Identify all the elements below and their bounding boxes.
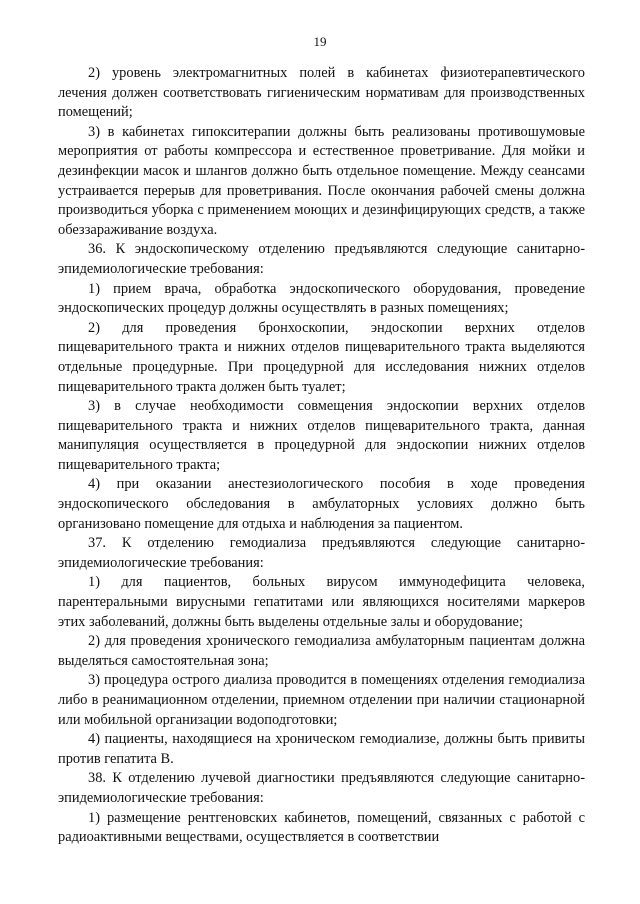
paragraph: 2) для проведения хронического гемодиализа амбулаторным пациентам должна выделяться самостоятельная зона; <box>58 633 585 669</box>
paragraph: 1) для пациентов, больных вирусом иммунодефицита человека, парентеральными вирусными гепатитами или являющихся носителями маркеров этих заболеваний, должны быть выделены отдельные залы и оборудование; <box>58 574 585 630</box>
paragraph: 4) пациенты, находящиеся на хроническом гемодиализе, должны быть привиты против гепатита В. <box>58 731 585 767</box>
document-body <box>58 64 585 848</box>
paragraph: 2) для проведения бронхоскопии, эндоскопии верхних отделов пищеварительного тракта и нижних отделов пищеварительного тракта выделяются отдельные процедурные. При процедурной для исследования нижних отделов пищеварительного тракта должен быть туалет; <box>58 319 585 395</box>
paragraph: 37. К отделению гемодиализа предъявляются следующие санитарно-эпидемиологические требования: <box>58 535 585 571</box>
page-number: 19 <box>313 34 327 49</box>
paragraph: 4) при оказании анестезиологического пособия в ходе проведения эндоскопического обследования в амбулаторных условиях должно быть организовано помещение для отдыха и наблюдения за пациентом. <box>58 476 585 532</box>
paragraph: 2) уровень электромагнитных полей в кабинетах физиотерапевтического лечения должен соответствовать гигиеническим нормативам для производственных помещений; <box>58 65 585 121</box>
paragraph: 38. К отделению лучевой диагностики предъявляются следующие санитарно-эпидемиологические требования: <box>58 770 585 806</box>
paragraph: 3) в случае необходимости совмещения эндоскопии верхних отделов пищеварительного тракта и нижних отделов пищеварительного тракта, данная манипуляция осуществляется в процедурной для эндоскопии нижних отделов пищеварительного тракта; <box>58 398 585 473</box>
paragraph: 1) прием врача, обработка эндоскопического оборудования, проведение эндоскопических процедур должны осуществлять в разных помещениях; <box>58 280 585 317</box>
paragraph: 3) процедура острого диализа проводится в помещениях отделения гемодиализа либо в реанимационном отделении, приемном отделении при наличии стационарной или мобильной организации водоподготовки; <box>58 672 585 728</box>
paragraph: 1) размещение рентгеновских кабинетов, помещений, связанных с работой с радиоактивными веществами, осуществляется в соответствии <box>58 809 585 846</box>
paragraph: 36. К эндоскопическому отделению предъявляются следующие санитарно-эпидемиологические требования: <box>58 241 585 277</box>
paragraph: 3) в кабинетах гипокситерапии должны быть реализованы противошумовые мероприятия от работы компрессора и естественное проветривание. Для мойки и дезинфекции масок и шлангов должно быть отдельное помещение. Между сеансами устраивается перерыв для проветривания. После окончания рабочей смены должна производиться уборка с применением моющих и дезинфицирующих средств, а также обеззараживание воздуха. <box>58 123 585 238</box>
